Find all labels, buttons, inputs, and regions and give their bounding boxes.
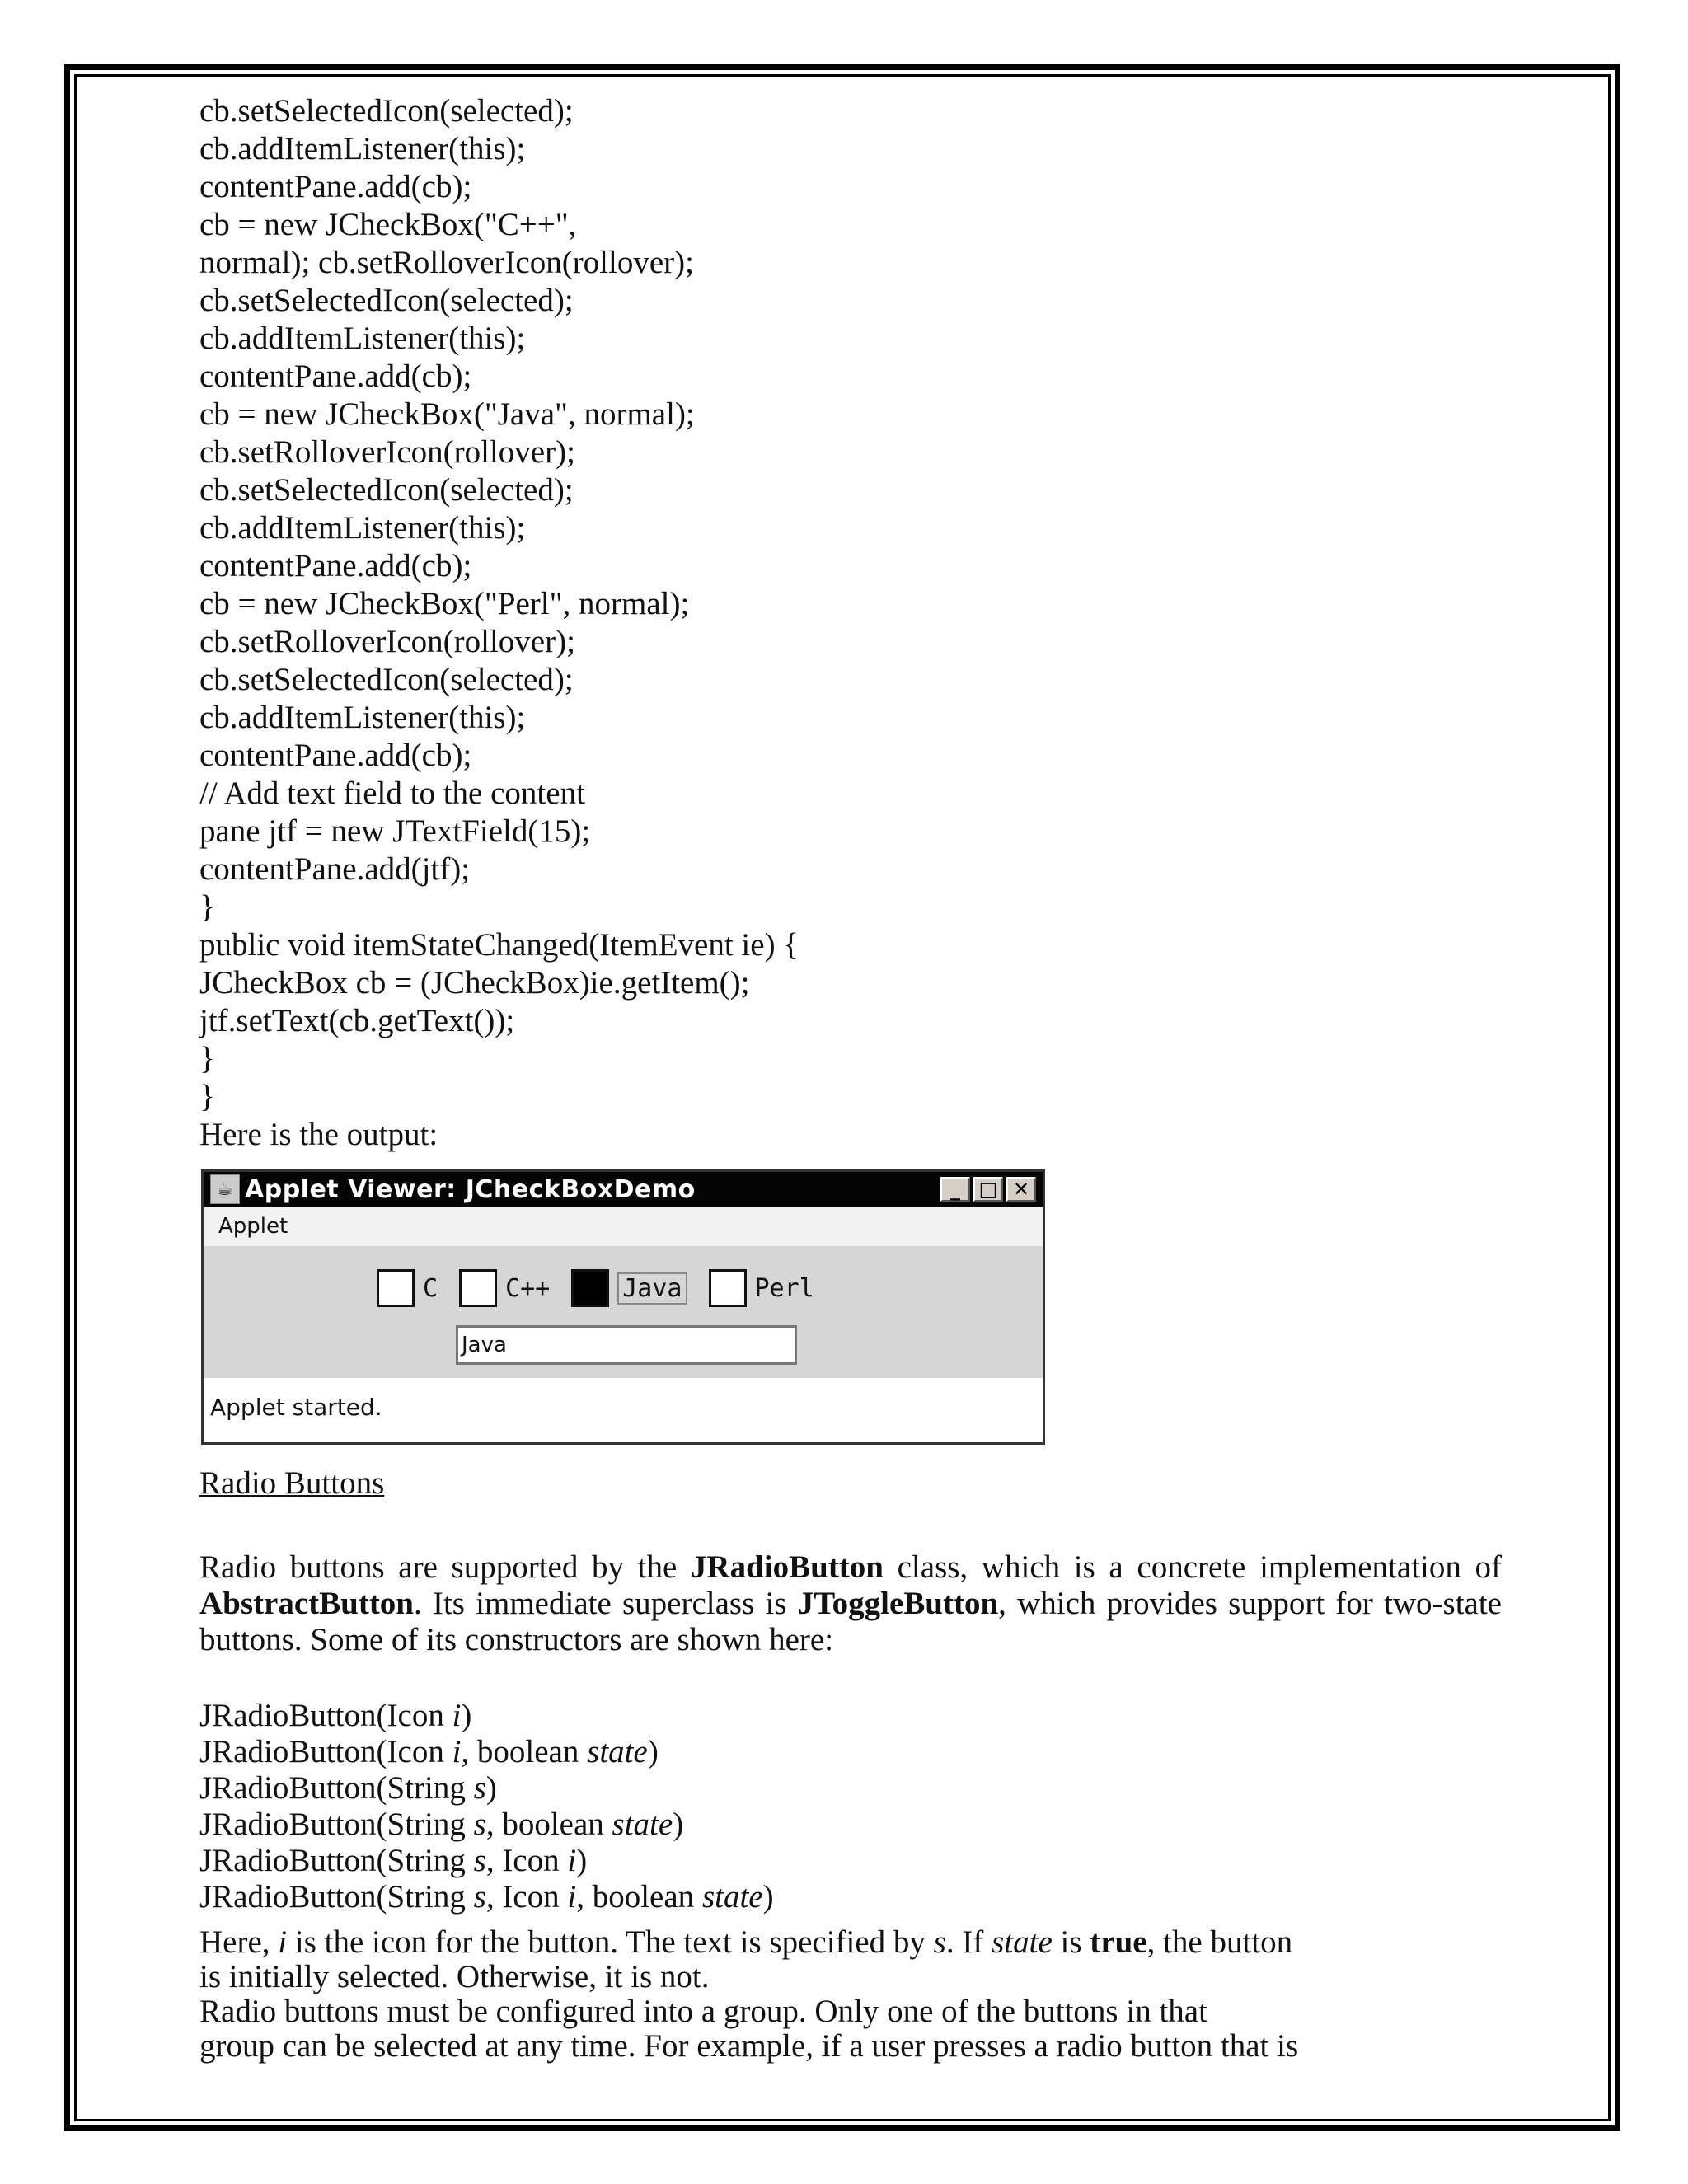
code-line: cb.setRolloverIcon(rollover);	[199, 624, 575, 659]
line: group can be selected at any time. For example, if a user presses a radio button that is	[199, 2028, 1299, 2064]
code-line: contentPane.add(cb);	[199, 548, 472, 583]
checkbox-cpp[interactable]	[459, 1269, 497, 1307]
checkbox-row	[377, 1269, 836, 1307]
code-line: contentPane.add(cb);	[199, 738, 472, 773]
constructor-signature: JRadioButton(Icon i, boolean state)	[199, 1734, 659, 1769]
code-line: jtf.setText(cb.getText());	[199, 1003, 515, 1038]
minimize-button[interactable]: _	[940, 1177, 970, 1202]
code-line: cb.addItemListener(this);	[199, 700, 526, 735]
code-line: Here is the output:	[199, 1117, 438, 1152]
text: Here,	[199, 1924, 279, 1960]
text: i	[278, 1924, 288, 1960]
code-line: cb.addItemListener(this);	[199, 510, 526, 546]
code-line: }	[199, 1041, 215, 1076]
constructor-list	[199, 1698, 1502, 1915]
code-line: cb = new JCheckBox("C++",	[199, 207, 577, 242]
code-line: cb = new JCheckBox("Perl", normal);	[199, 586, 690, 621]
text: s	[933, 1924, 946, 1960]
maximize-button[interactable]: □	[973, 1177, 1003, 1202]
checkbox-c-label: C	[423, 1273, 438, 1303]
text: class, which is a concrete implementation of	[883, 1549, 1502, 1585]
code-line: cb.setSelectedIcon(selected);	[199, 283, 574, 318]
code-line: }	[199, 889, 215, 925]
code-line: contentPane.add(cb);	[199, 169, 472, 204]
content-panel	[204, 1246, 1043, 1378]
java-cup-icon: ☕	[210, 1174, 240, 1204]
code-listing	[199, 92, 1502, 1154]
status-bar: Applet started.	[204, 1378, 1043, 1436]
paragraph-intro	[199, 1549, 1502, 1658]
code-line: normal); cb.setRolloverIcon(rollover);	[199, 245, 694, 280]
code-line: cb.setSelectedIcon(selected);	[199, 472, 574, 508]
checkbox-java-label: Java	[617, 1272, 687, 1305]
code-line: public void itemStateChanged(ItemEvent ie) {	[199, 927, 799, 963]
constructor-signature: JRadioButton(String s, boolean state)	[199, 1807, 684, 1842]
code-line: cb.addItemListener(this);	[199, 131, 526, 166]
constructor-signature: JRadioButton(String s)	[199, 1770, 497, 1806]
text: Radio buttons are supported by the	[199, 1549, 691, 1585]
text: , which provides support for two-state buttons. Some of its constructors are shown here:	[199, 1586, 1502, 1657]
code-line: cb.addItemListener(this);	[199, 321, 526, 356]
code-line: contentPane.add(cb);	[199, 359, 472, 394]
line: is initially selected. Otherwise, it is not.	[199, 1959, 710, 1994]
code-line: cb.setSelectedIcon(selected);	[199, 93, 574, 129]
menu-bar	[204, 1207, 1043, 1246]
text: is	[1052, 1924, 1090, 1960]
line	[199, 1925, 1502, 1960]
code-line: // Add text field to the content	[199, 776, 585, 811]
checkbox-cpp-label: C++	[505, 1273, 551, 1303]
paragraph-explanation	[199, 1925, 1502, 2064]
close-button[interactable]: ✕	[1006, 1177, 1036, 1202]
code-line: cb.setRolloverIcon(rollover);	[199, 434, 575, 470]
code-line: contentPane.add(jtf);	[199, 851, 471, 887]
code-line: JCheckBox cb = (JCheckBox)ie.getItem();	[199, 965, 750, 1001]
text: . Its immediate superclass is	[414, 1586, 798, 1621]
constructor-signature: JRadioButton(Icon i)	[199, 1698, 472, 1733]
class-name: JToggleButton	[797, 1586, 999, 1621]
menu-applet[interactable]: Applet	[218, 1214, 288, 1239]
constructor-signature: JRadioButton(String s, Icon i, boolean state)	[199, 1879, 774, 1915]
code-line: cb.setSelectedIcon(selected);	[199, 662, 574, 697]
code-line: cb = new JCheckBox("Java", normal);	[199, 396, 695, 432]
line: Radio buttons must be configured into a group. Only one of the buttons in that	[199, 1994, 1207, 2029]
constructor-signature: JRadioButton(String s, Icon i)	[199, 1843, 588, 1878]
checkbox-java[interactable]	[571, 1269, 609, 1307]
checkbox-perl[interactable]	[709, 1269, 747, 1307]
code-line: }	[199, 1079, 215, 1114]
checkbox-perl-label: Perl	[754, 1273, 814, 1303]
text: state	[992, 1924, 1053, 1960]
applet-viewer-window	[201, 1169, 1045, 1445]
class-name: AbstractButton	[199, 1586, 414, 1621]
text: . If	[945, 1924, 992, 1960]
checkbox-c[interactable]	[377, 1269, 415, 1307]
text: is the icon for the button. The text is specified by	[287, 1924, 934, 1960]
code-line: pane jtf = new JTextField(15);	[199, 813, 591, 849]
window-title: Applet Viewer: JCheckBoxDemo	[245, 1174, 696, 1204]
text: true	[1090, 1924, 1147, 1960]
section-heading: Radio Buttons	[199, 1465, 385, 1501]
class-name: JRadioButton	[690, 1549, 884, 1585]
title-bar	[204, 1172, 1043, 1207]
text: , the button	[1146, 1924, 1293, 1960]
text-field[interactable]: Java	[456, 1325, 797, 1365]
